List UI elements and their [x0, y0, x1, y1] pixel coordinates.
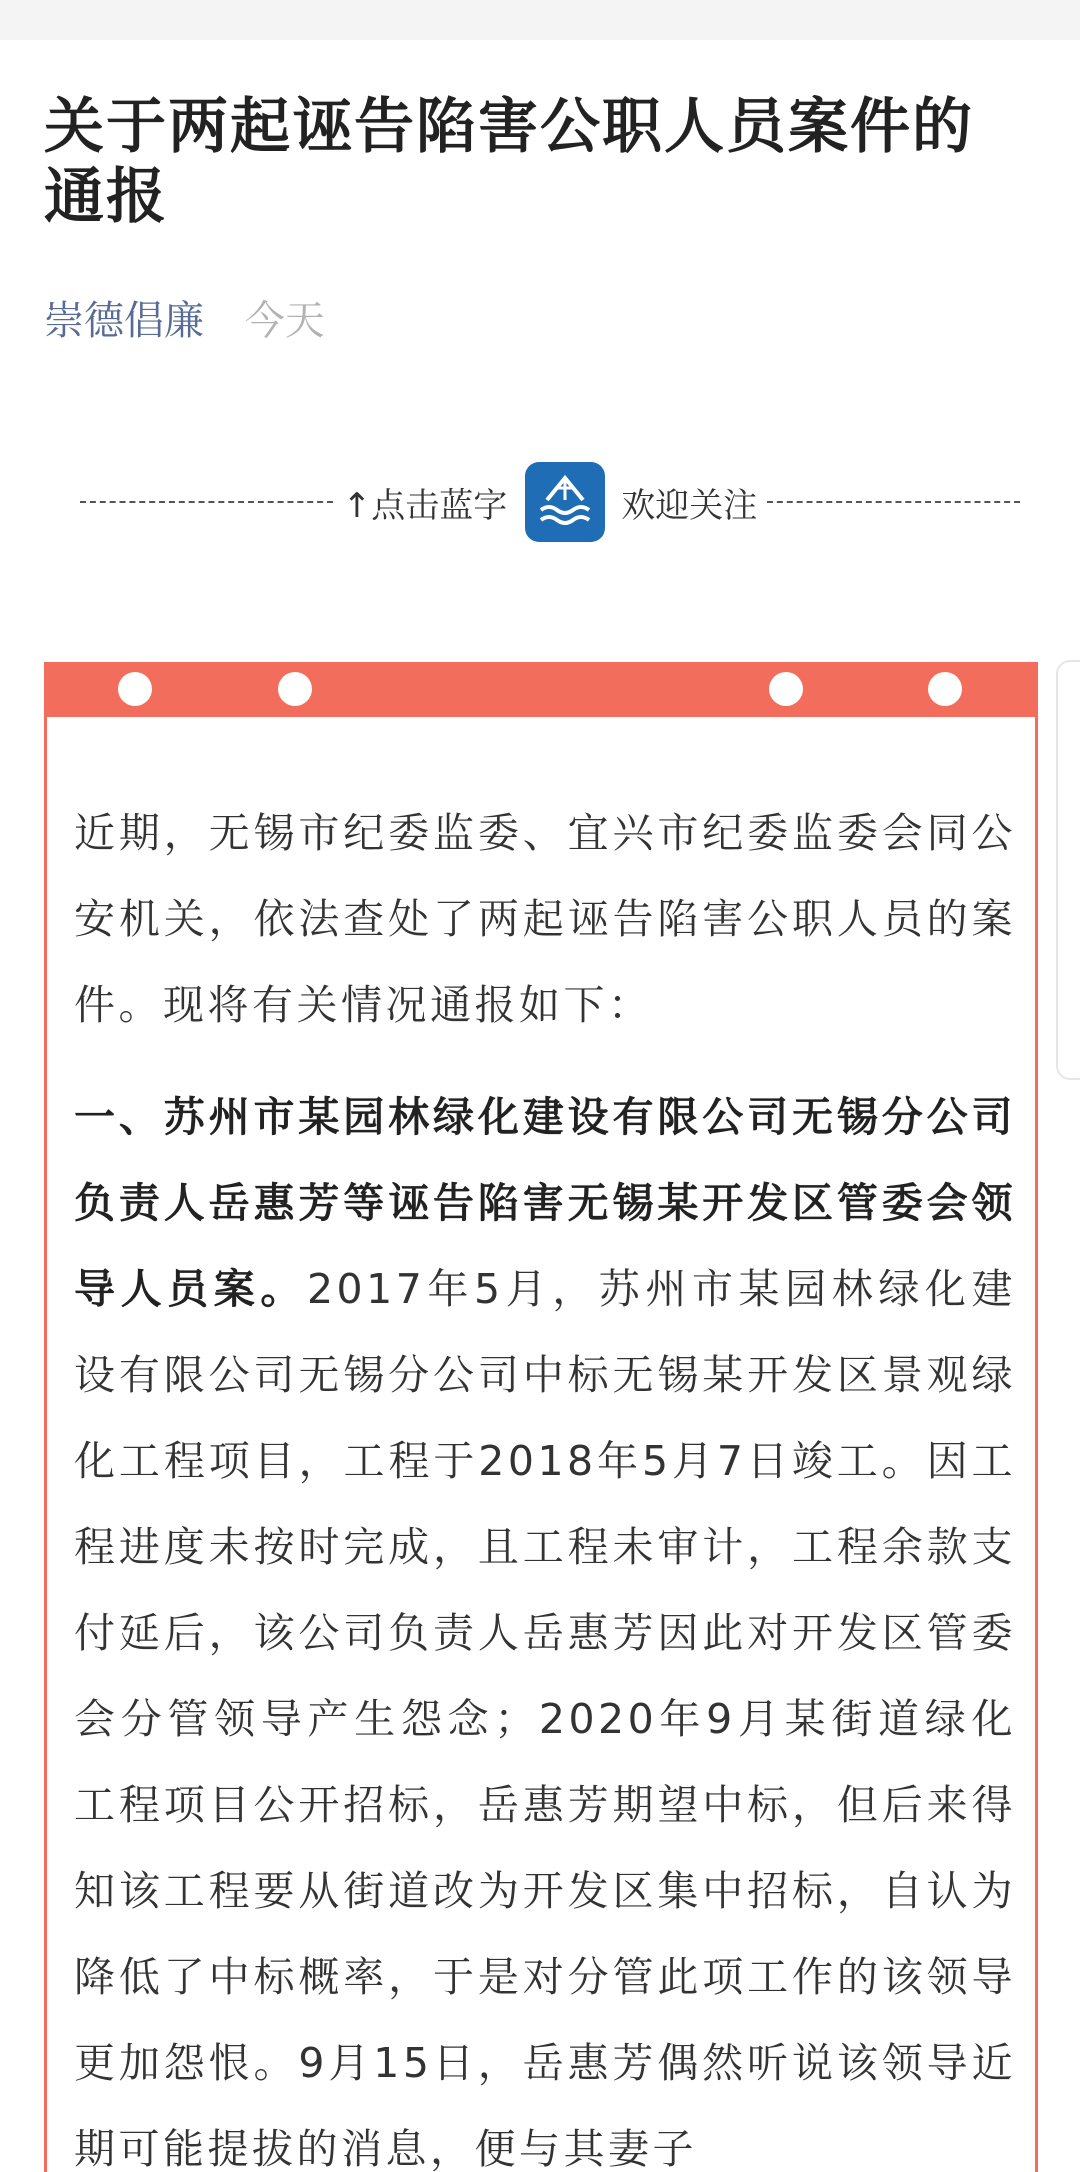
ship-wave-logo-icon[interactable] — [525, 462, 605, 542]
binder-hole-icon — [118, 672, 152, 706]
dashed-line-right — [767, 501, 1020, 503]
article-meta — [44, 296, 325, 346]
author-link[interactable]: 崇德倡廉 — [44, 298, 204, 344]
logo-svg — [533, 470, 597, 534]
card-header-bar — [47, 662, 1035, 717]
top-strip — [0, 0, 1080, 40]
article-title: 关于两起诬告陷害公职人员案件的通报 — [44, 92, 974, 232]
case1-body: 2017年5月，苏州市某园林绿化建设有限公司无锡分公司中标无锡某开发区景观绿化工程项目，工程于2018年5月7日竣工。因工程进度未按时完成，且工程未审计，工程余款支付延后，该公司负责人岳惠芳因此对开发区管委会分管领导产生怨念；2020年9月某街道绿化工程项目公开招标，岳惠芳期望中标，但后来得知该工程要从街道改为开发区集中招标，自认为降低了中标概率，于是对分管此项工作的该领导更加怨恨。9月15日，岳惠芳偶然听说该领导近期可能提拔的消息，便与其妻子 — [74, 1265, 1016, 2172]
binder-hole-icon — [928, 672, 962, 706]
case1-paragraph — [74, 1074, 1016, 2172]
follow-prompt-right: 欢迎关注 — [621, 485, 758, 526]
intro-paragraph: 近期，无锡市纪委监委、宜兴市纪委监委会同公安机关，依法查处了两起诬告陷害公职人员的案件。现将有关情况通报如下： — [74, 809, 1016, 1029]
binder-hole-icon — [278, 672, 312, 706]
publish-date: 今天 — [244, 298, 325, 344]
follow-banner[interactable] — [80, 462, 1020, 542]
dashed-line-left — [80, 501, 333, 503]
side-pull-tab[interactable] — [1056, 660, 1080, 1080]
binder-hole-icon — [769, 672, 803, 706]
case1-heading: 一、苏州市某园林绿化建设有限公司无锡分公司负责人岳惠芳等诬告陷害无锡某开发区管委会领导人员案。 — [74, 1093, 1016, 1313]
article-body — [74, 790, 1016, 2172]
follow-prompt-left: ↑点击蓝字 — [342, 485, 508, 526]
